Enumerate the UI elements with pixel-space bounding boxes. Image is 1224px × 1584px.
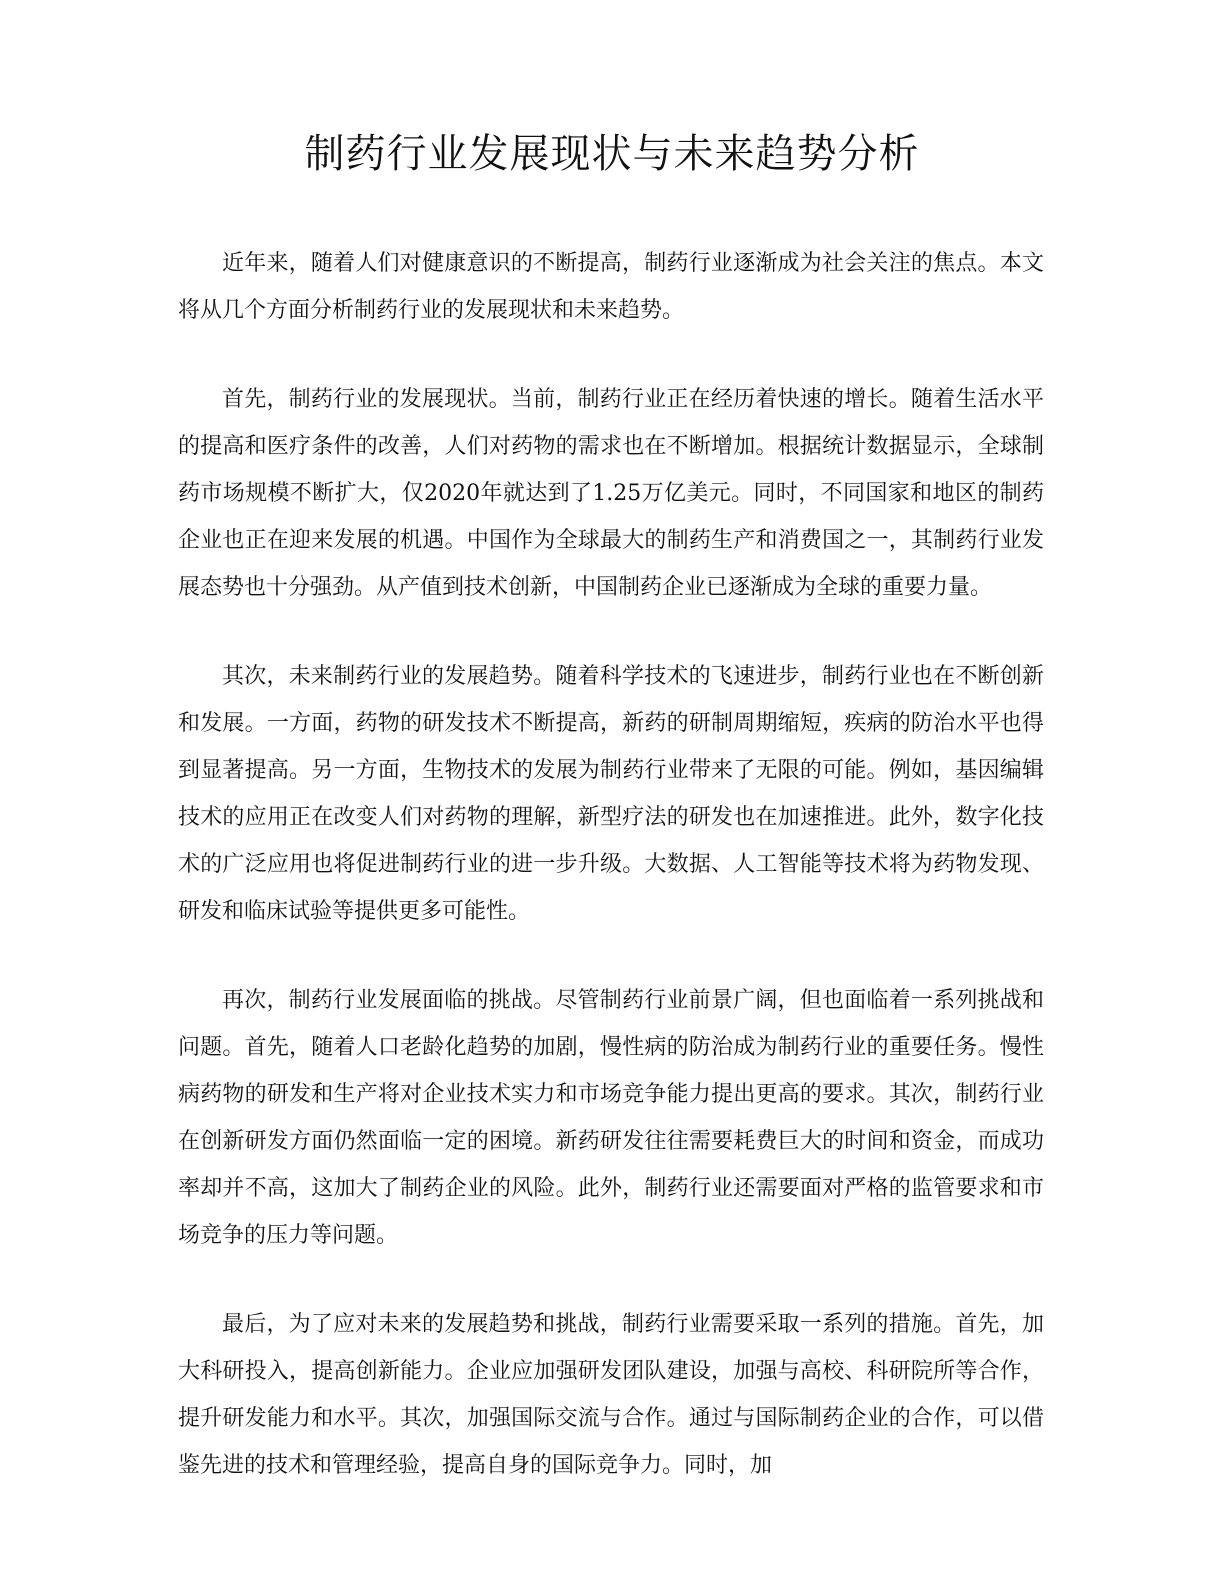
paragraph-current-status: 首先，制药行业的发展现状。当前，制药行业正在经历着快速的增长。随着生活水平的提高和医疗条件的改善，人们对药物的需求也在不断增加。根据统计数据显示，全球制药市场规模不断扩大，仅2020年就达到了1.25万亿美元。同时，不同国家和地区的制药企业也正在迎来发展的机遇。中国作为全球最大的制药生产和消费国之一，其制药行业发展态势也十分强劲。从产值到技术创新，中国制药企业已逐渐成为全球的重要力量。: [178, 387, 1044, 600]
document-title: 制药行业发展现状与未来趋势分析: [304, 131, 920, 177]
paragraph-measures: 最后，为了应对未来的发展趋势和挑战，制药行业需要采取一系列的措施。首先，加大科研投入，提高创新能力。企业应加强研发团队建设，加强与高校、科研院所等合作，提升研发能力和水平。其次，加强国际交流与合作。通过与国际制药企业的合作，可以借鉴先进的技术和管理经验，提高自身的国际竞争力。同时，加: [178, 1312, 1044, 1478]
paragraph-future-trends: 其次，未来制药行业的发展趋势。随着科学技术的飞速进步，制药行业也在不断创新和发展。一方面，药物的研发技术不断提高，新药的研制周期缩短，疾病的防治水平也得到显著提高。另一方面，生物技术的发展为制药行业带来了无限的可能。例如，基因编辑技术的应用正在改变人们对药物的理解，新型疗法的研发也在加速推进。此外，数字化技术的广泛应用也将促进制药行业的进一步升级。大数据、人工智能等技术将为药物发现、研发和临床试验等提供更多可能性。: [178, 664, 1044, 924]
paragraph-challenges: 再次，制药行业发展面临的挑战。尽管制药行业前景广阔，但也面临着一系列挑战和问题。首先，随着人口老龄化趋势的加剧，慢性病的防治成为制药行业的重要任务。慢性病药物的研发和生产将对企业技术实力和市场竞争能力提出更高的要求。其次，制药行业在创新研发方面仍然面临一定的困境。新药研发往往需要耗费巨大的时间和资金，而成功率却并不高，这加大了制药企业的风险。此外，制药行业还需要面对严格的监管要求和市场竞争的压力等问题。: [178, 988, 1044, 1248]
paragraph-intro: 近年来，随着人们对健康意识的不断提高，制药行业逐渐成为社会关注的焦点。本文将从几个方面分析制药行业的发展现状和未来趋势。: [178, 251, 1044, 323]
document-body: [178, 240, 1044, 1489]
